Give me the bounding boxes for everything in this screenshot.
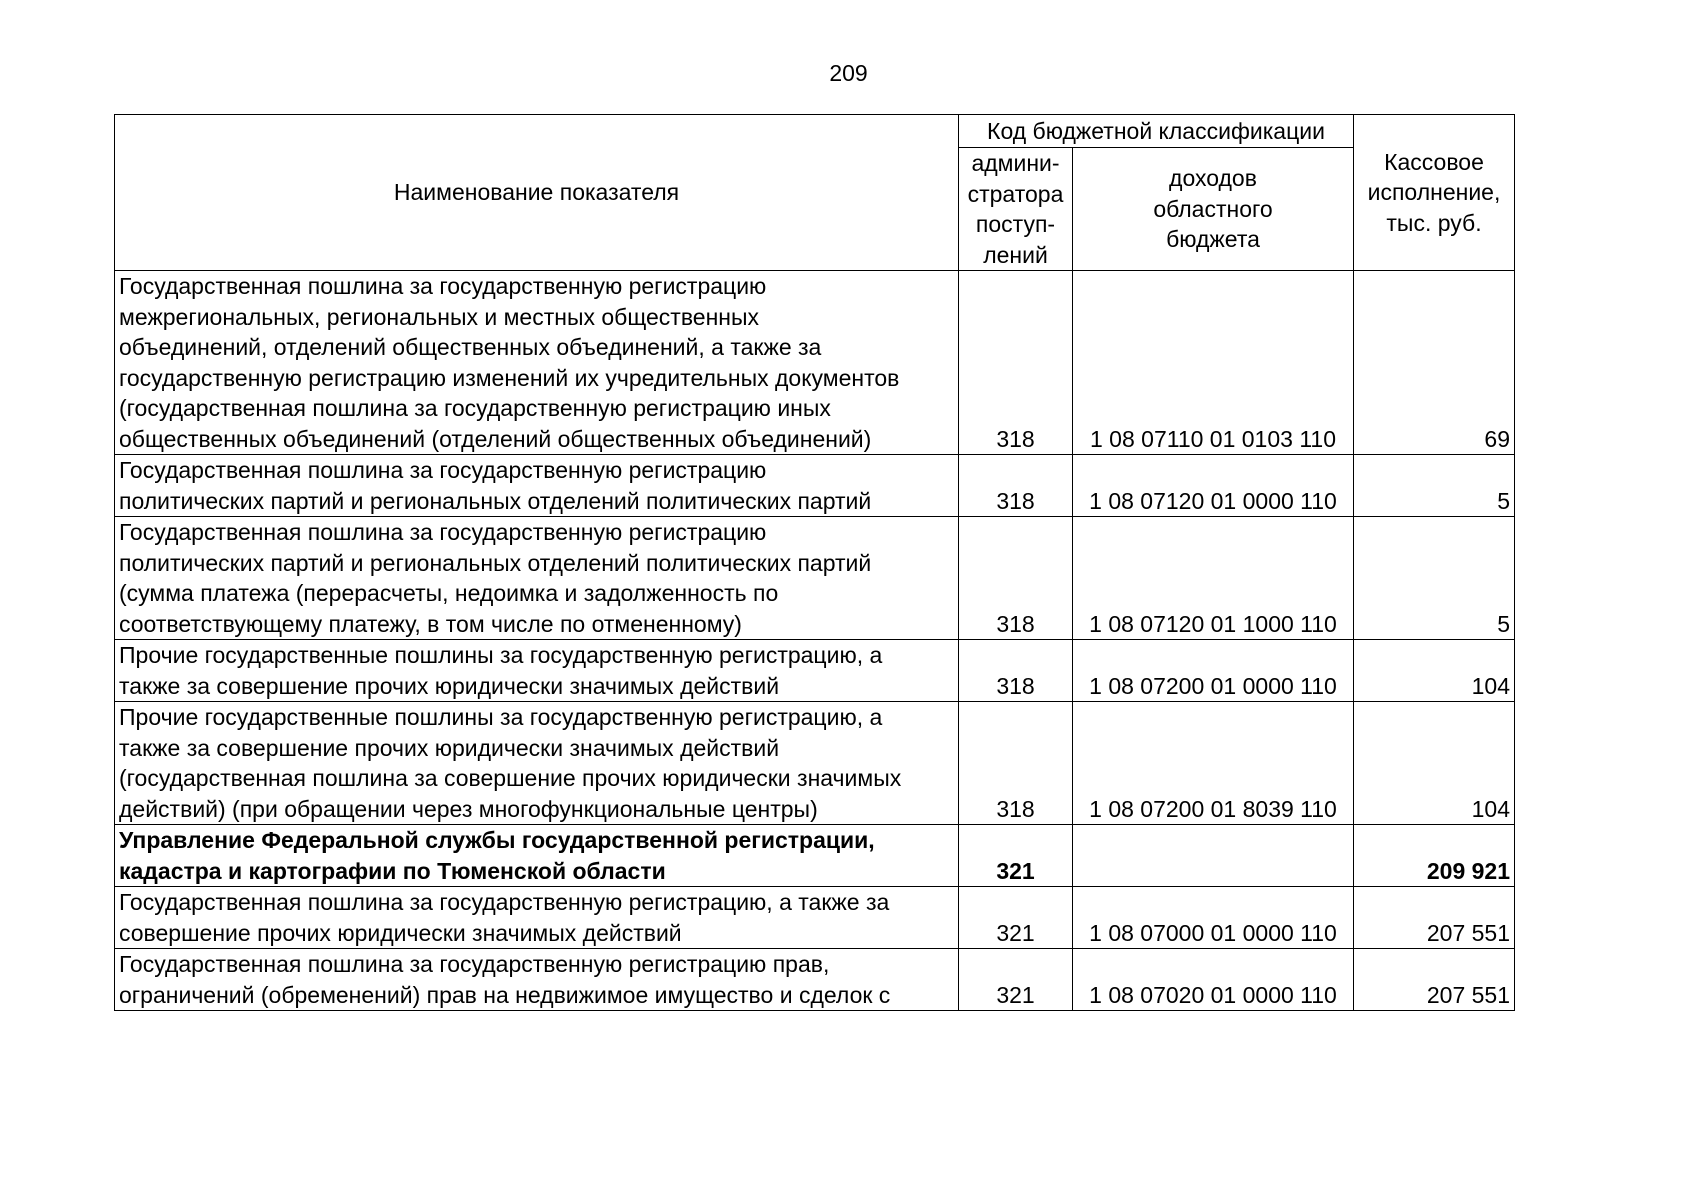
row-admin-code: 318 — [959, 640, 1073, 702]
row-admin-code: 318 — [959, 271, 1073, 455]
row-admin-code: 321 — [959, 949, 1073, 1011]
table-row — [115, 271, 1515, 455]
row-amount: 207 551 — [1354, 887, 1515, 949]
row-budget-code: 1 08 07120 01 1000 110 — [1073, 517, 1354, 640]
table-row — [115, 517, 1515, 640]
header-name: Наименование показателя — [115, 115, 959, 271]
row-admin-code: 321 — [959, 887, 1073, 949]
table-header — [115, 115, 1515, 271]
header-code-group: Код бюджетной классификации — [959, 115, 1354, 148]
row-budget-code: 1 08 07120 01 0000 110 — [1073, 455, 1354, 517]
table-row — [115, 825, 1515, 887]
table-body — [115, 271, 1515, 1011]
row-admin-code: 318 — [959, 517, 1073, 640]
row-budget-code — [1073, 825, 1354, 887]
row-name: Государственная пошлина за государственную регистрацию, а также за совершение прочих юридически значимых действий — [115, 887, 959, 949]
row-amount: 209 921 — [1354, 825, 1515, 887]
row-budget-code: 1 08 07200 01 8039 110 — [1073, 702, 1354, 825]
page-number: 209 — [829, 60, 868, 86]
row-name: Управление Федеральной службы государственной регистрации, кадастра и картографии по Тюменской области — [115, 825, 959, 887]
row-amount: 5 — [1354, 517, 1515, 640]
row-name: Государственная пошлина за государственную регистрацию политических партий и региональных отделений политических партий (сумма платежа (перерасчеты, недоимка и задолженность по соответствующему платежу, в том числе по отмененному) — [115, 517, 959, 640]
header-code: доходов областного бюджета — [1073, 148, 1354, 271]
row-amount: 104 — [1354, 640, 1515, 702]
row-name: Прочие государственные пошлины за государственную регистрацию, а также за совершение прочих юридически значимых действий (государственная пошлина за совершение прочих юридически значимых действий) (при обращении через многофункциональные центры) — [115, 702, 959, 825]
row-name: Государственная пошлина за государственную регистрацию межрегиональных, региональных и местных общественных объединений, отделений общественных объединений, а также за государственную регистрацию изменений их учредительных документов (государственная пошлина за государственную регистрацию иных общественных объединений (отделений общественных объединений) — [115, 271, 959, 455]
table-row — [115, 887, 1515, 949]
header-admin: админи- стратора поступ- лений — [959, 148, 1073, 271]
row-name: Государственная пошлина за государственную регистрацию политических партий и региональных отделений политических партий — [115, 455, 959, 517]
row-budget-code: 1 08 07110 01 0103 110 — [1073, 271, 1354, 455]
header-sum: Кассовое исполнение, тыс. руб. — [1354, 115, 1515, 271]
row-name: Прочие государственные пошлины за государственную регистрацию, а также за совершение прочих юридически значимых действий — [115, 640, 959, 702]
row-admin-code: 318 — [959, 455, 1073, 517]
row-amount: 69 — [1354, 271, 1515, 455]
row-amount: 207 551 — [1354, 949, 1515, 1011]
row-budget-code: 1 08 07200 01 0000 110 — [1073, 640, 1354, 702]
table-row — [115, 455, 1515, 517]
row-amount: 5 — [1354, 455, 1515, 517]
row-amount: 104 — [1354, 702, 1515, 825]
row-budget-code: 1 08 07020 01 0000 110 — [1073, 949, 1354, 1011]
table-row — [115, 702, 1515, 825]
row-budget-code: 1 08 07000 01 0000 110 — [1073, 887, 1354, 949]
row-admin-code: 318 — [959, 702, 1073, 825]
table-row — [115, 949, 1515, 1011]
budget-table — [114, 114, 1515, 1011]
table-row — [115, 640, 1515, 702]
row-admin-code: 321 — [959, 825, 1073, 887]
row-name: Государственная пошлина за государственную регистрацию прав, ограничений (обременений) прав на недвижимое имущество и сделок с — [115, 949, 959, 1011]
